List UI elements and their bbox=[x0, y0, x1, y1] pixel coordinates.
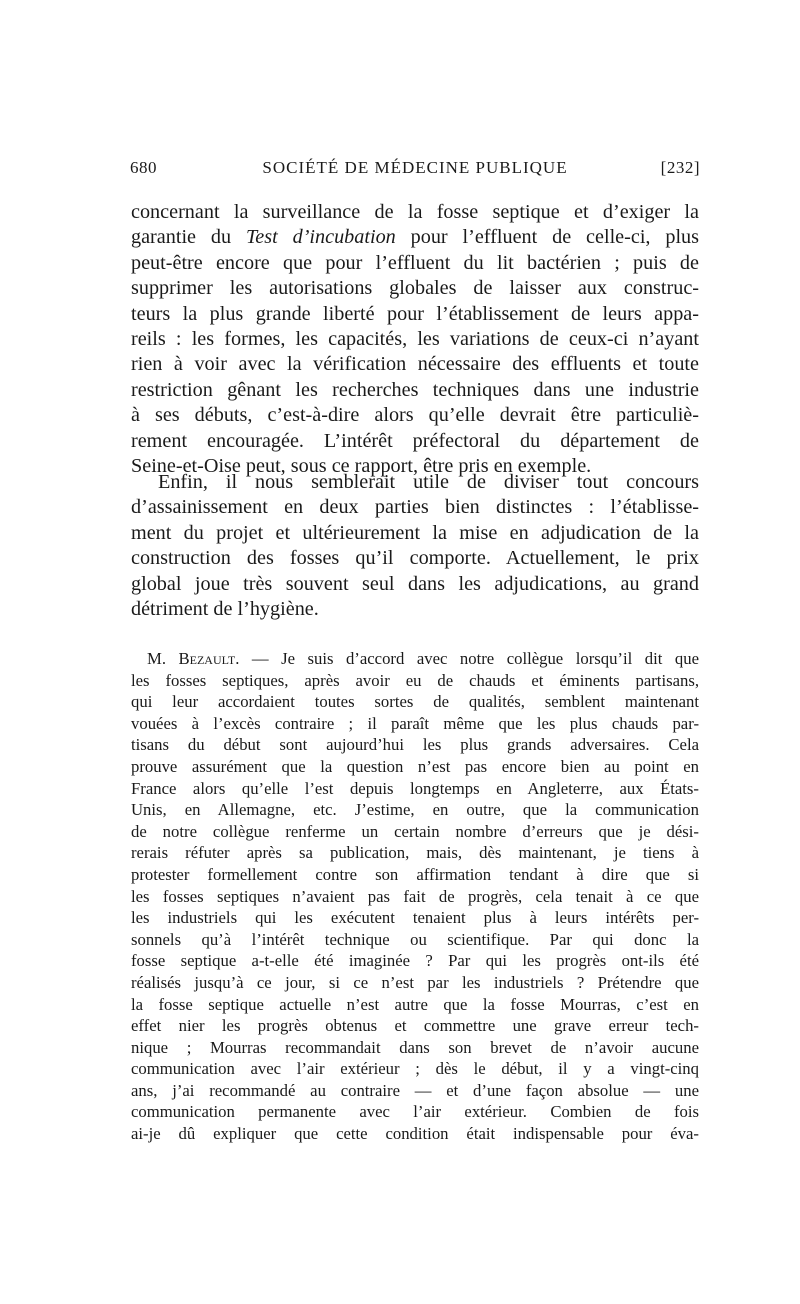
text-line: vouées à l’excès contraire ; il paraît même que les plus chauds par- bbox=[131, 713, 699, 733]
text-line: ans, j’ai recommandé au contraire — et d’une façon absolue — une bbox=[131, 1080, 699, 1100]
text-line: peut-être encore que pour l’effluent du lit bactérien ; puis de bbox=[131, 251, 699, 274]
text-line: Seine-et-Oise peut, sous ce rapport, être pris en exemple. bbox=[131, 455, 592, 478]
text-line: fosse septique a-t-elle été imaginée ? Par qui les progrès ont-ils été bbox=[131, 951, 699, 971]
text-fragment: pour l’effluent de celle-ci, plus bbox=[395, 226, 700, 249]
text-line: la fosse septique actuelle n’est autre que la fosse Mourras, c’est en bbox=[131, 994, 699, 1014]
paragraph-3 bbox=[131, 648, 699, 1145]
text-line: restriction gênant les recherches techniques dans une industrie bbox=[131, 378, 699, 401]
text-fragment: . — Je suis d’accord avec notre collègue lorsqu’il dit que bbox=[235, 649, 699, 668]
italic-phrase: Test d’incubation bbox=[245, 226, 396, 249]
text-line: rement encouragée. L’intérêt préfectoral du département de bbox=[131, 429, 699, 452]
text-line: supprimer les autorisations globales de laisser aux construc- bbox=[131, 277, 699, 300]
speaker-name: Bezault bbox=[178, 649, 236, 668]
text-line bbox=[131, 648, 699, 670]
text-line: sonnels qu’à l’intérêt technique ou scientifique. Par qui donc la bbox=[131, 929, 699, 949]
running-head bbox=[130, 158, 700, 184]
text-line bbox=[131, 225, 699, 250]
text-line: à ses débuts, c’est-à-dire alors qu’elle devrait être particuliè- bbox=[131, 404, 699, 427]
text-line: tisans du début sont aujourd’hui les plus grands adversaires. Cela bbox=[131, 735, 699, 755]
text-line: rien à voir avec la vérification nécessaire des effluents et toute bbox=[131, 353, 699, 376]
text-line: concernant la surveillance de la fosse septique et d’exiger la bbox=[131, 201, 699, 223]
paragraph-2 bbox=[131, 470, 699, 622]
text-line: reils : les formes, les capacités, les variations de ceux-ci n’ayant bbox=[131, 328, 699, 351]
text-line: teurs la plus grande liberté pour l’établissement de leurs appa- bbox=[131, 302, 699, 325]
bracket-page-number: [232] bbox=[660, 158, 700, 177]
text-line: communication permanente avec l’air extérieur. Combien de fois bbox=[131, 1102, 699, 1122]
text-line: communication avec l’air extérieur ; dès le début, il y a vingt-cinq bbox=[131, 1059, 699, 1079]
text-line: Enfin, il nous semblerait utile de diviser tout concours bbox=[158, 471, 699, 493]
text-line: France alors qu’elle l’est depuis longtemps en Angleterre, aux États- bbox=[131, 778, 699, 798]
text-line: nique ; Mourras recommandait dans son brevet de n’avoir aucune bbox=[131, 1037, 699, 1057]
text-line: qui leur accordaient toutes sortes de qualités, semblent maintenant bbox=[131, 692, 699, 712]
text-line: Unis, en Allemagne, etc. J’estime, en outre, que la communication bbox=[131, 800, 699, 820]
text-line: les fosses septiques n’avaient pas fait de progrès, cela tenait à ce que bbox=[131, 886, 699, 906]
text-line: réalisés jusqu’à ce jour, si ce n’est par les industriels ? Prétendre que bbox=[131, 972, 699, 992]
text-line: de notre collègue renferme un certain nombre d’erreurs que je dési- bbox=[131, 821, 699, 841]
text-fragment: garantie du bbox=[131, 226, 246, 249]
text-line: global joue très souvent seul dans les adjudications, au grand bbox=[131, 572, 699, 595]
text-line: rerais réfuter après sa publication, mais, dès maintenant, je tiens à bbox=[131, 843, 699, 863]
page-number: 680 bbox=[130, 158, 157, 177]
text-line: protester formellement contre son affirmation tendant à dire que si bbox=[131, 864, 699, 884]
paragraph-1 bbox=[131, 200, 699, 479]
text-line: détriment de l’hygiène. bbox=[131, 598, 319, 621]
text-line: effet nier les progrès obtenus et commettre une grave erreur tech- bbox=[131, 1016, 699, 1036]
text-line: construction des fosses qu’il comporte. Actuellement, le prix bbox=[131, 547, 699, 570]
text-line: ment du projet et ultérieurement la mise en adjudication de la bbox=[131, 521, 699, 544]
speaker-prefix: M. bbox=[147, 649, 179, 668]
text-line: les fosses septiques, après avoir eu de chauds et éminents partisans, bbox=[131, 670, 699, 690]
text-line: d’assainissement en deux parties bien distinctes : l’établisse- bbox=[131, 496, 699, 519]
text-line: les industriels qui les exécutent tenaient plus à leurs intérêts per- bbox=[131, 908, 699, 928]
text-line: prouve assurément que la question n’est pas encore bien au point en bbox=[131, 756, 699, 776]
text-line: ai-je dû expliquer que cette condition était indispensable pour éva- bbox=[131, 1124, 699, 1144]
running-title: SOCIÉTÉ DE MÉDECINE PUBLIQUE bbox=[262, 158, 568, 177]
